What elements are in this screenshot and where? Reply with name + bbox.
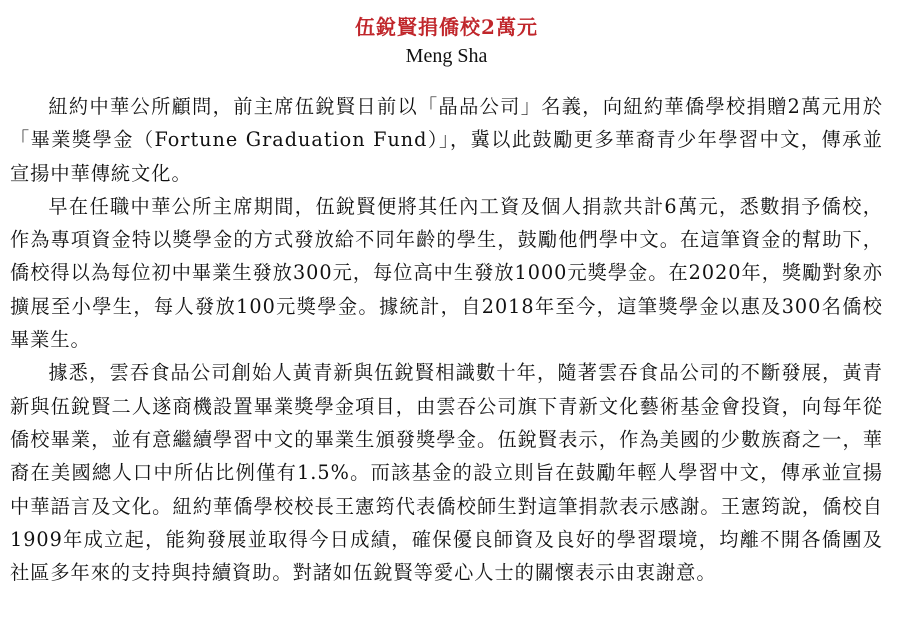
article-paragraph-3: 據悉，雲吞食品公司創始人黃青新與伍銳賢相識數十年，隨著雲吞食品公司的不斷發展，黃青新與伍銳賢二人遂商機設置畢業獎學金項目，由雲吞公司旗下青新文化藝術基金會投資，向每年從僑校畢業，並有意繼續學習中文的畢業生頒發獎學金。伍銳賢表示，作為美國的少數族裔之一，華裔在美國總人口中所佔比例僅有1.5%。而該基金的設立則旨在鼓勵年輕人學習中文，傳承並宣揚中華語言及文化。紐約華僑學校校長王憲筠代表僑校師生對這筆捐款表示感謝。王憲筠說，僑校自1909年成立起，能夠發展並取得今日成績，確保優良師資及良好的學習環境，均離不開各僑團及社區多年來的支持與持續資助。對諸如伍銳賢等愛心人士的關懷表示由衷謝意。	[10, 361, 883, 585]
article-byline: Meng Sha	[405, 45, 488, 67]
article-paragraph-2: 早在任職中華公所主席期間，伍銳賢便將其任內工資及個人捐款共計6萬元，悉數捐予僑校，作為專項資金特以獎學金的方式發放給不同年齡的學生，鼓勵他們學中文。在這筆資金的幫助下，僑校得以為每位初中畢業生發放300元，每位高中生發放1000元獎學金。在2020年，獎勵對象亦擴展至小學生，每人發放100元獎學金。據統計，自2018年至今，這筆獎學金以惠及300名僑校畢業生。	[10, 194, 883, 352]
article-paragraph-1: 紐約中華公所顧問，前主席伍銳賢日前以「晶品公司」名義，向紐約華僑學校捐贈2萬元用於「畢業獎學金（Fortune Graduation Fund）」，冀以此鼓勵更多華裔青少年學習中文，傳承並宣揚中華傳統文化。	[10, 95, 883, 185]
article-title: 伍銳賢捐僑校2萬元	[355, 15, 538, 39]
